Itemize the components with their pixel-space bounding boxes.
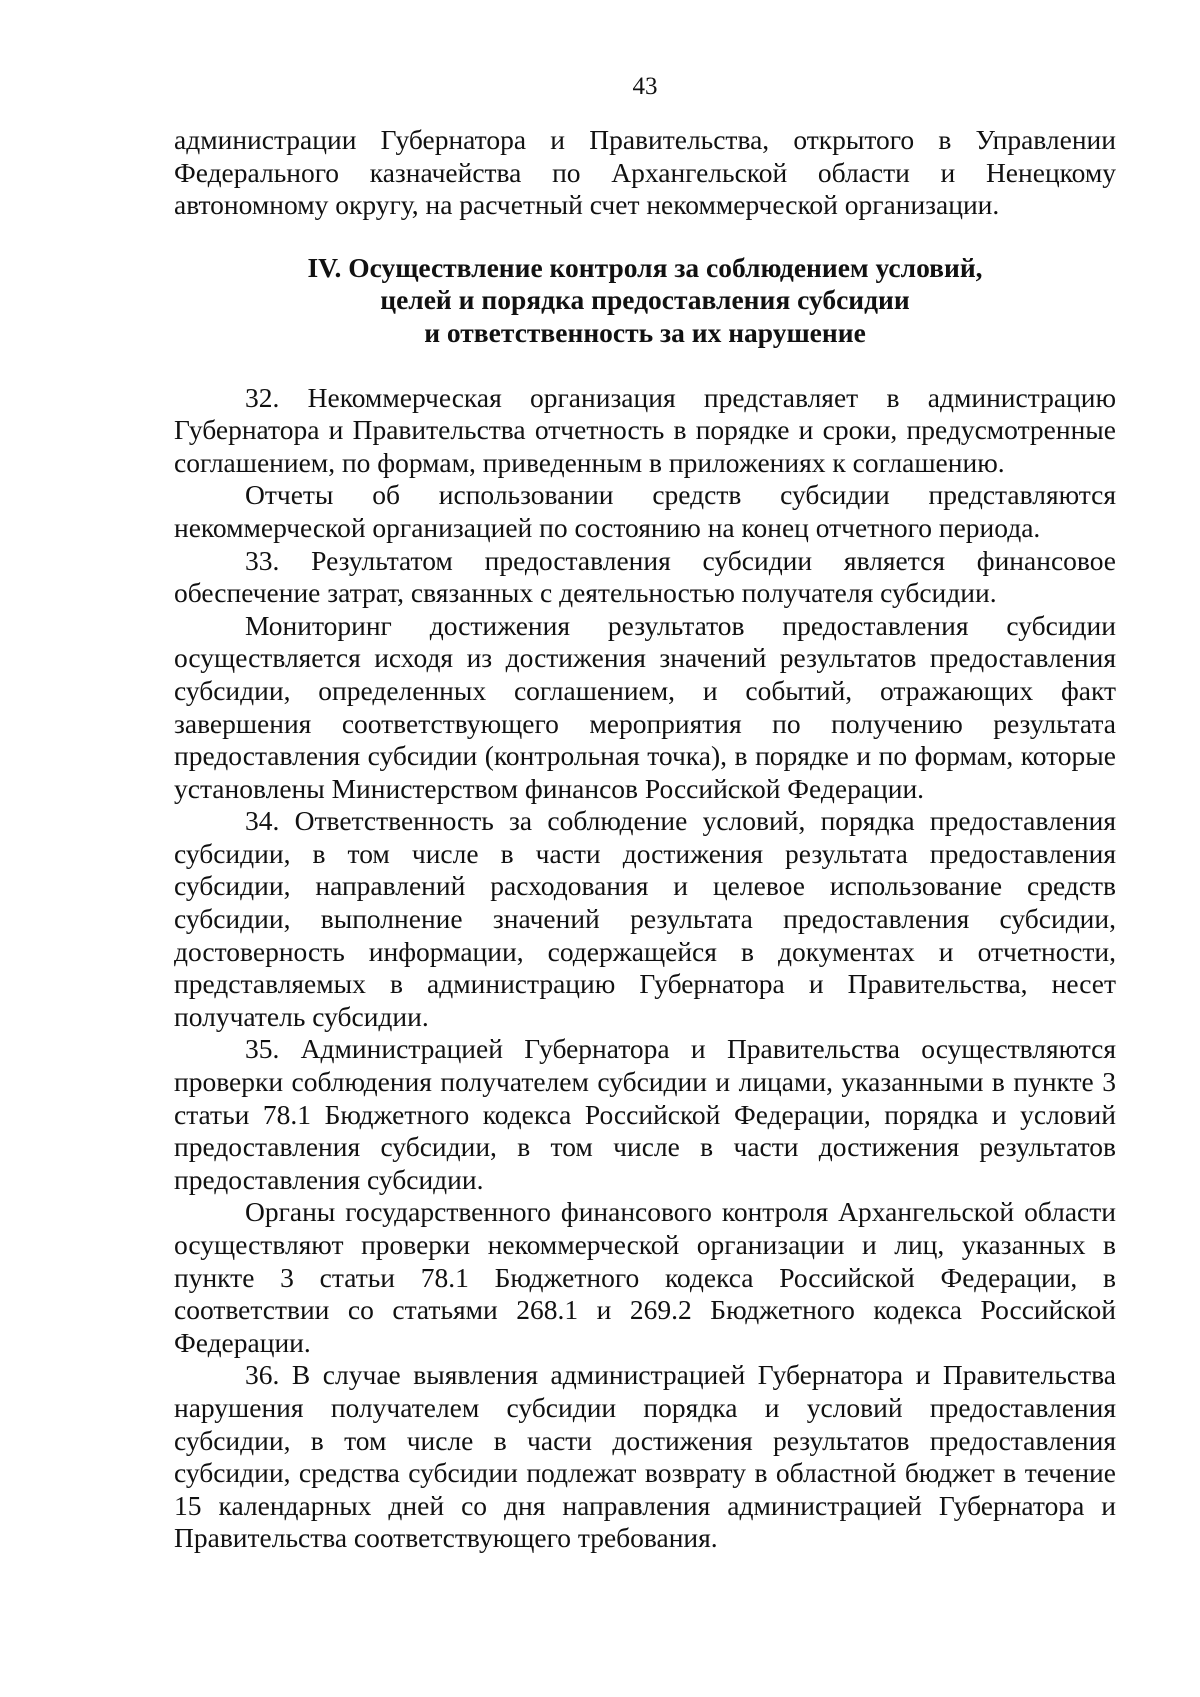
intro-paragraph: администрации Губернатора и Правительства, открытого в Управлении Федерального казначейства по Архангельской области и Ненецкому автономному округу, на расчетный счет некоммерческой организации. bbox=[174, 124, 1116, 221]
paragraph-32-reports: Отчеты об использовании средств субсидии представляются некоммерческой организацией по состоянию на конец отчетного периода. bbox=[174, 479, 1116, 543]
section-heading-line-3: и ответственность за их нарушение bbox=[424, 316, 866, 348]
paragraph-32: 32. Некоммерческая организация представляет в администрацию Губернатора и Правительства отчетность в порядке и сроки, предусмотренные соглашением, по формам, приведенным в приложениях к соглашению. bbox=[174, 381, 1116, 478]
paragraph-35-control-bodies: Органы государственного финансового контроля Архангельской области осуществляют проверки некоммерческой организации и лиц, указанных в пункте 3 статьи 78.1 Бюджетного кодекса Российской Федерации, в соответствии со статьями 268.1 и 269.2 Бюджетного кодекса Российской Федерации. bbox=[174, 1196, 1116, 1358]
section-heading-line-2: целей и порядка предоставления субсидии bbox=[380, 284, 910, 316]
paragraph-33-monitoring: Мониторинг достижения результатов предоставления субсидии осуществляется исходя из достижения значений результатов предоставления субсидии, определенных соглашением, и событий, отражающих факт завершения соответствующего мероприятия по получению результата предоставления субсидии (контрольная точка), в порядке и по формам, которые установлены Министерством финансов Российской Федерации. bbox=[174, 609, 1116, 804]
paragraph-35: 35. Администрацией Губернатора и Правительства осуществляются проверки соблюдения получателем субсидии и лицами, указанными в пункте 3 статьи 78.1 Бюджетного кодекса Российской Федерации, порядка и условий предоставления субсидии, в том числе в части достижения результатов предоставления субсидии. bbox=[174, 1033, 1116, 1195]
section-heading-line-1: IV. Осуществление контроля за соблюдением условий, bbox=[307, 251, 983, 283]
page-number: 43 bbox=[632, 73, 658, 100]
document-page bbox=[174, 72, 1116, 1555]
paragraph-34: 34. Ответственность за соблюдение условий, порядка предоставления субсидии, в том числе в части достижения результата предоставления субсидии, направлений расходования и целевое использование средств субсидии, выполнение значений результата предоставления субсидии, достоверность информации, содержащейся в документах и отчетности, представляемых в администрацию Губернатора и Правительства, несет получатель субсидии. bbox=[174, 805, 1116, 1032]
section-heading bbox=[174, 252, 1116, 350]
paragraph-36: 36. В случае выявления администрацией Губернатора и Правительства нарушения получателем субсидии порядка и условий предоставления субсидии, в том числе в части достижения результатов предоставления субсидии, средства субсидии подлежат возврату в областной бюджет в течение 15 календарных дней со дня направления администрацией Губернатора и Правительства соответствующего требования. bbox=[174, 1359, 1116, 1554]
paragraph-33: 33. Результатом предоставления субсидии является финансовое обеспечение затрат, связанных с деятельностью получателя субсидии. bbox=[174, 544, 1116, 609]
